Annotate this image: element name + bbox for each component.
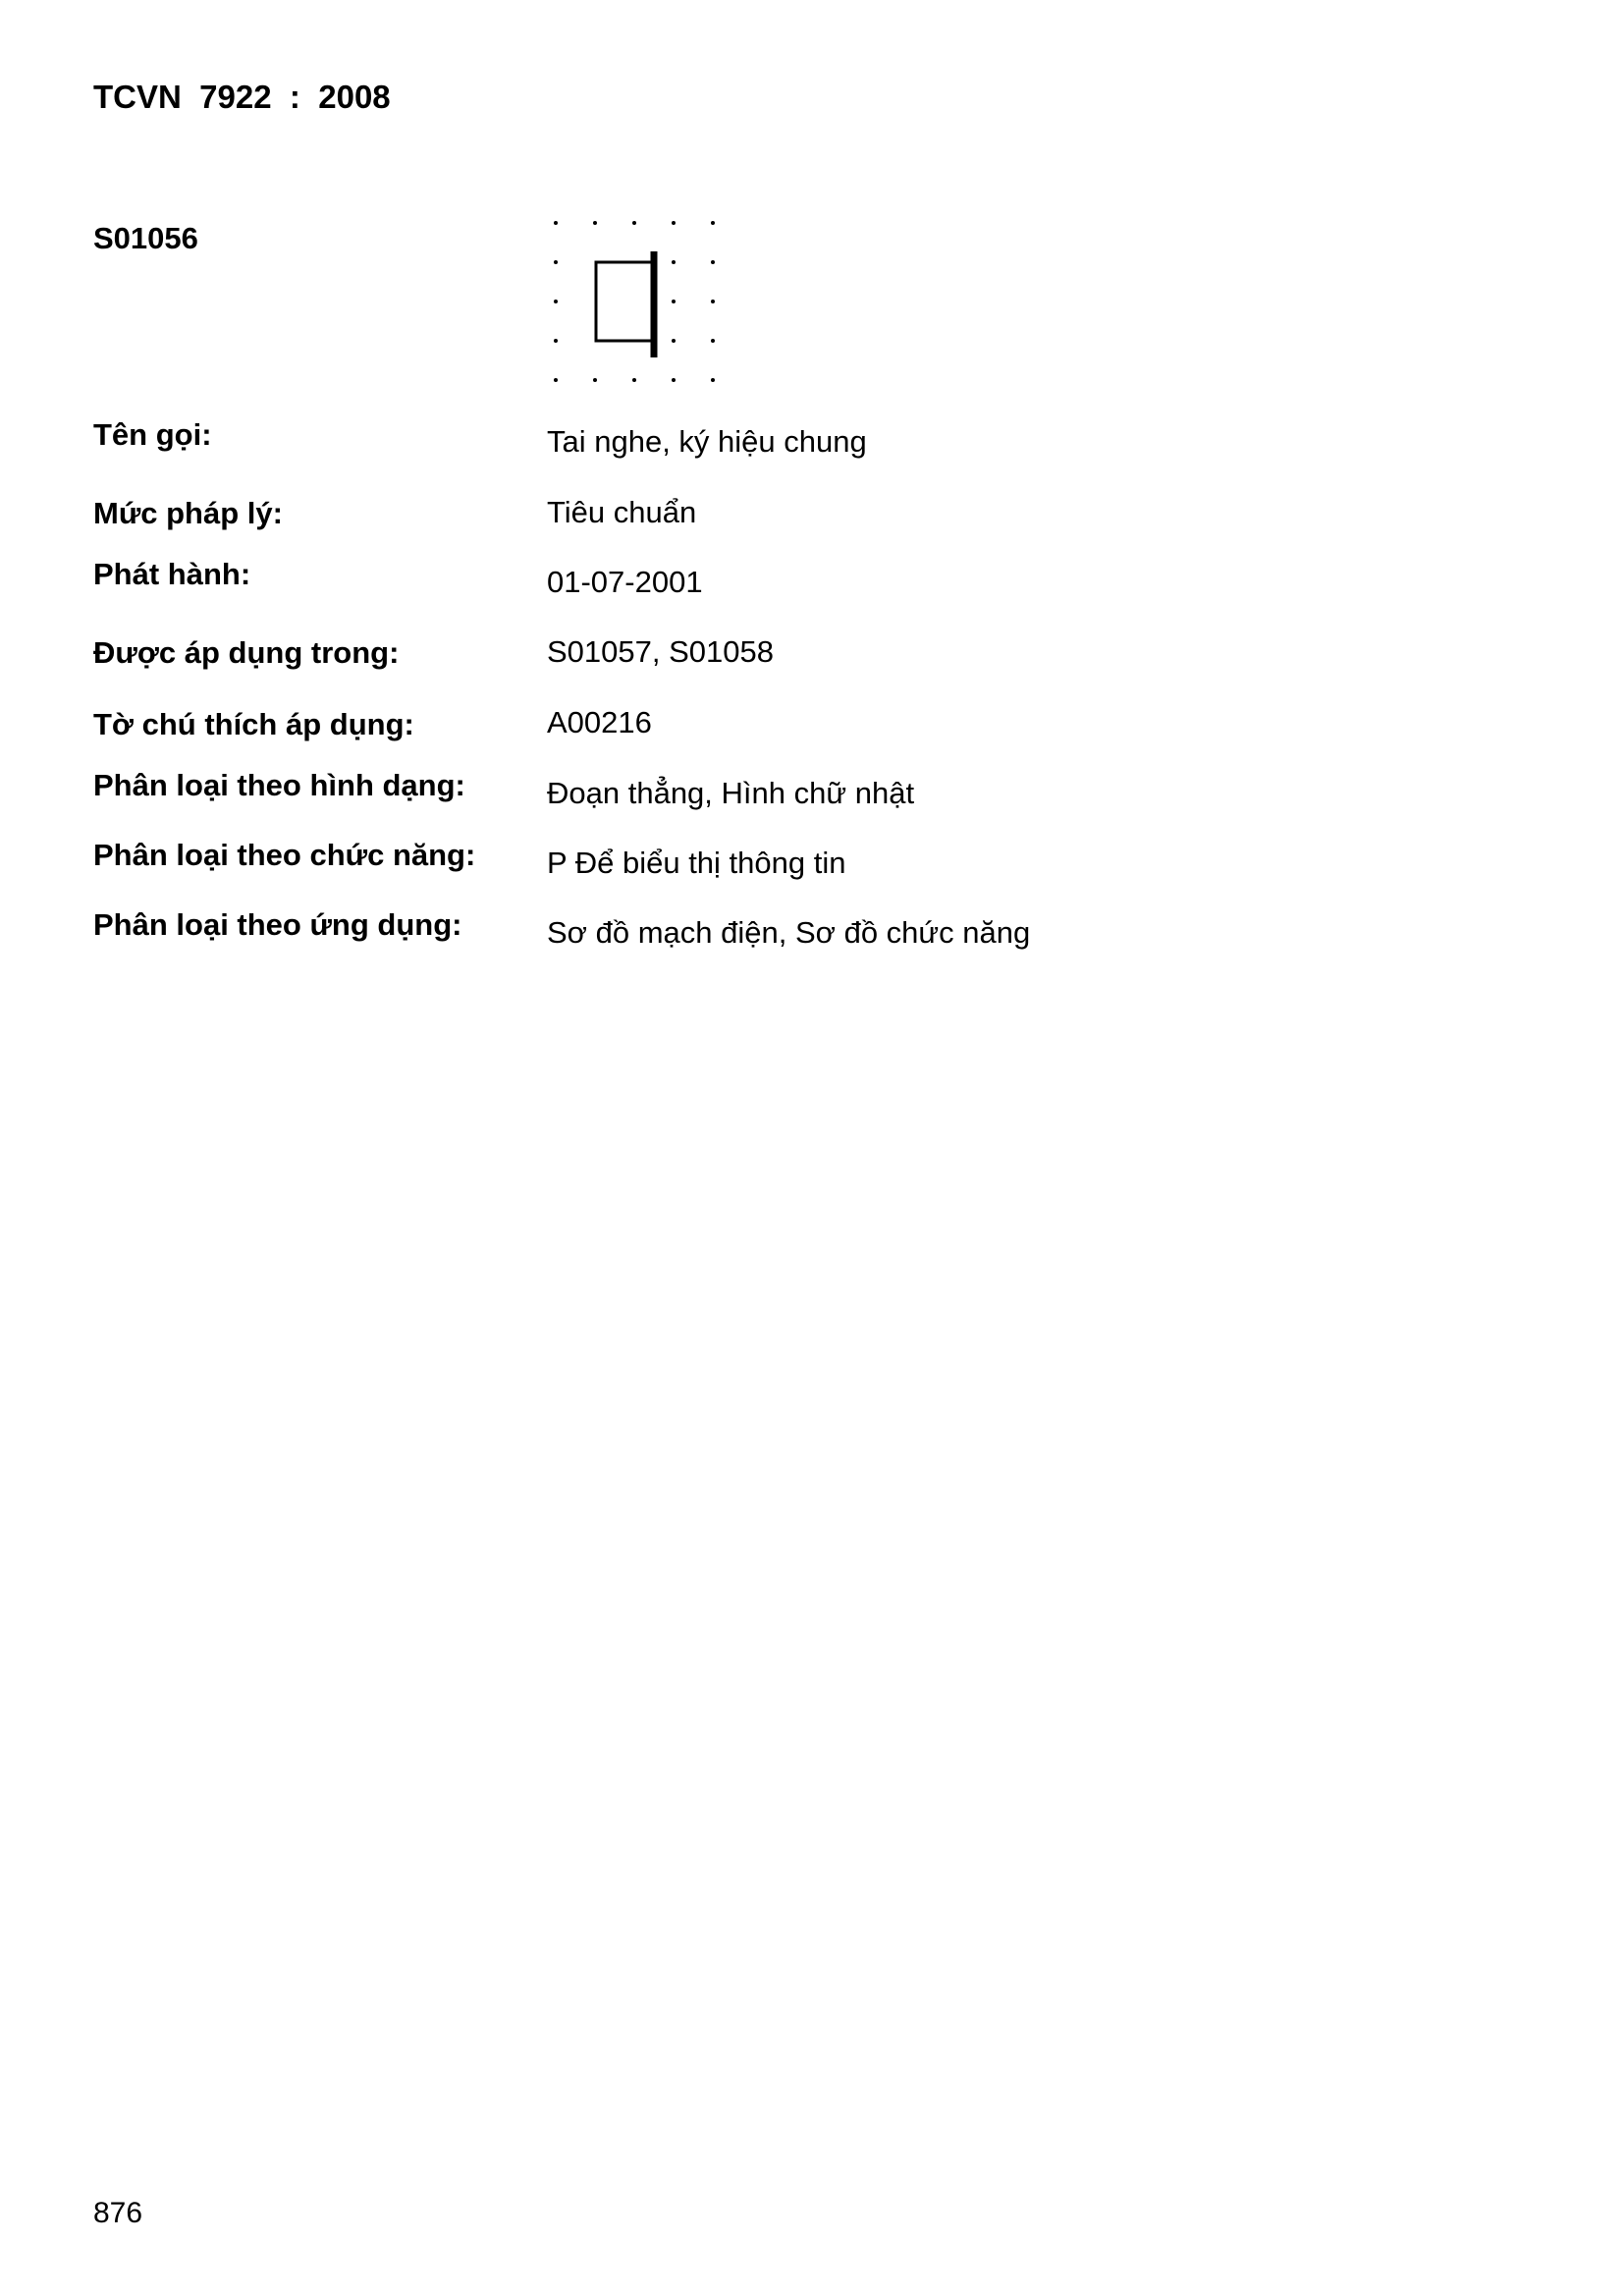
field-label-name: Tên gọi: — [93, 417, 212, 452]
field-value-shape-class: Đoạn thẳng, Hình chữ nhật — [547, 776, 915, 810]
field-value-annotation-sheet: A00216 — [547, 705, 652, 739]
page-number: 876 — [93, 2197, 143, 2229]
field-value-legal-level: Tiêu chuẩn — [547, 495, 697, 529]
field-value-function-class: P Để biểu thị thông tin — [547, 846, 846, 880]
field-label-issued: Phát hành: — [93, 557, 251, 591]
earphone-rectangle — [596, 262, 653, 341]
field-value-application-class: Sơ đồ mạch điện, Sơ đồ chức năng — [547, 915, 1031, 950]
document-header: TCVN 7922 : 2008 — [93, 79, 391, 115]
field-label-application-class: Phân loại theo ứng dụng: — [93, 907, 462, 942]
earphone-symbol-icon — [530, 208, 736, 395]
field-value-name: Tai nghe, ký hiệu chung — [547, 424, 867, 459]
field-label-shape-class: Phân loại theo hình dạng: — [93, 768, 465, 802]
field-value-applied-in: S01057, S01058 — [547, 634, 774, 669]
field-label-applied-in: Được áp dụng trong: — [93, 635, 400, 670]
field-label-function-class: Phân loại theo chức năng: — [93, 838, 476, 872]
symbol-code: S01056 — [93, 221, 198, 255]
field-label-annotation-sheet: Tờ chú thích áp dụng: — [93, 707, 414, 741]
grid-dots — [554, 221, 715, 382]
field-value-issued: 01-07-2001 — [547, 565, 703, 599]
field-label-legal-level: Mức pháp lý: — [93, 496, 283, 530]
